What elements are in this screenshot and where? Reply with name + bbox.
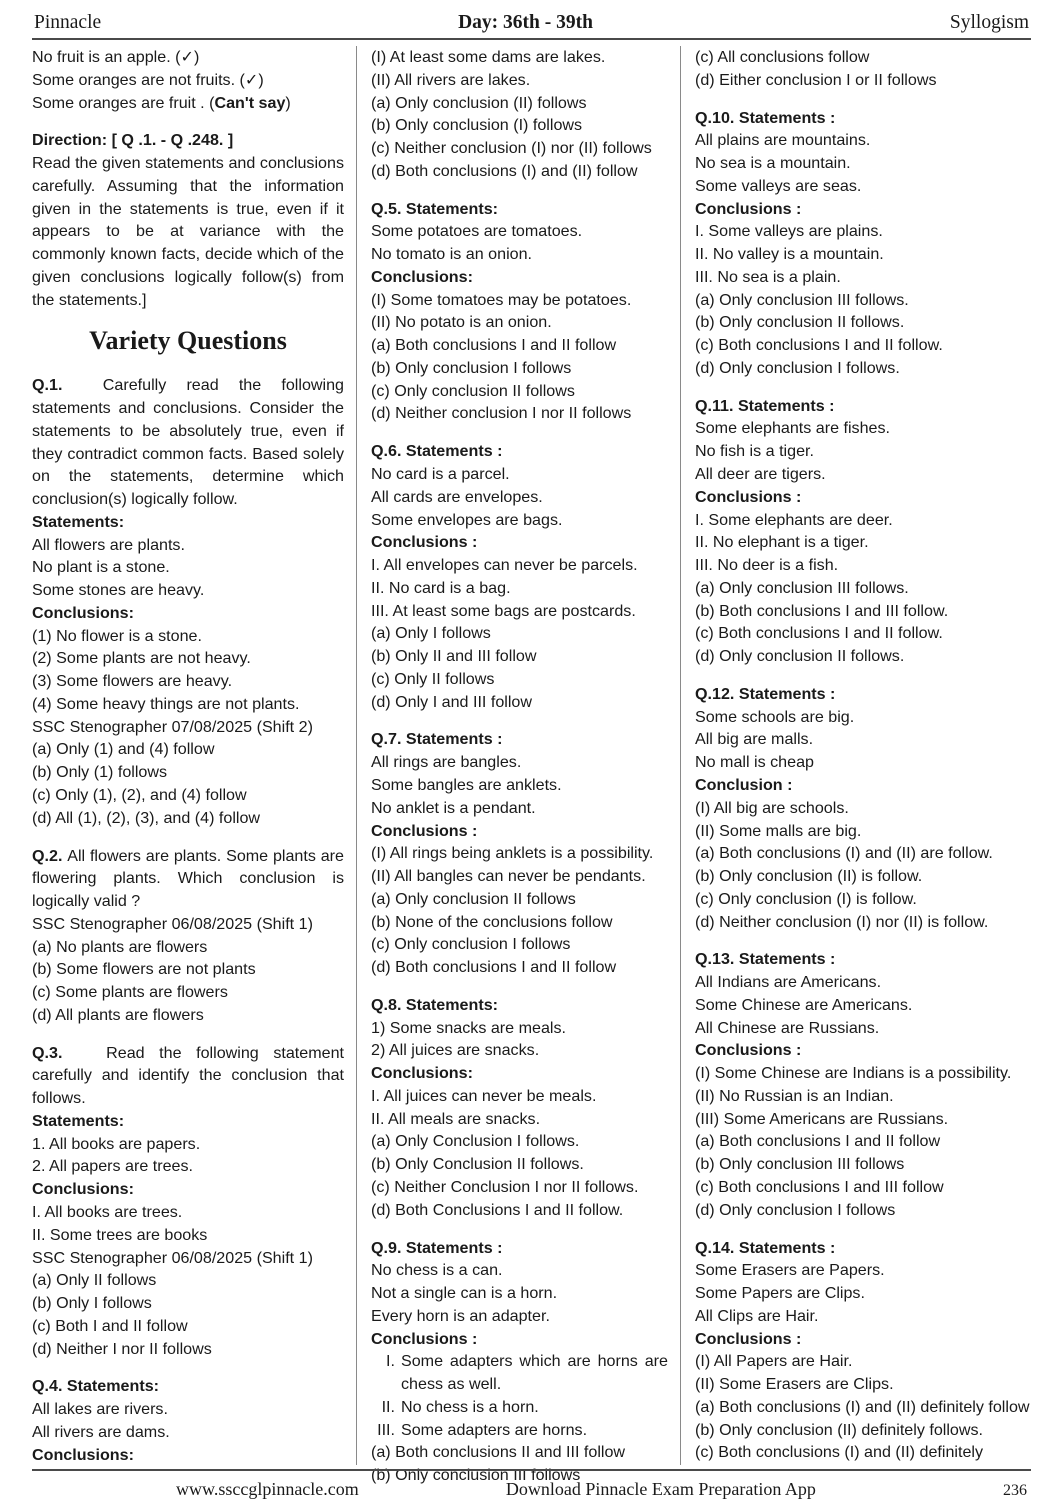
q10-conclusions-heading: Conclusions : <box>695 199 802 218</box>
q12-option-b[interactable]: (b) Only conclusion (II) is follow. <box>695 867 923 886</box>
q4-statement: All rivers are dams. <box>32 1422 170 1441</box>
carryover-tail: ) <box>285 93 291 112</box>
q3-source: SSC Stenographer 06/08/2025 (Shift 1) <box>32 1248 313 1267</box>
direction-label: Direction: [ Q .1. - Q .248. ] <box>32 131 234 150</box>
q6-option-a[interactable]: (a) Only I follows <box>371 624 491 643</box>
q14-conclusion: (II) Some Erasers are Clips. <box>695 1375 894 1394</box>
q6-option-d[interactable]: (d) Only I and III follow <box>371 692 533 711</box>
q7-option-d[interactable]: (d) Both conclusions I and II follow <box>371 958 617 977</box>
q1-option-d[interactable]: (d) All (1), (2), (3), and (4) follow <box>32 808 261 827</box>
q4-option-c[interactable]: (c) Neither conclusion (I) nor (II) follows <box>371 139 652 158</box>
q1-conclusion: (2) Some plants are not heavy. <box>32 649 251 668</box>
q7-statement: All rings are bangles. <box>371 753 522 772</box>
q14-statement: Some Erasers are Papers. <box>695 1261 885 1280</box>
q11-option-c[interactable]: (c) Both conclusions I and II follow. <box>695 624 943 643</box>
q3-option-d[interactable]: (d) Neither I nor II follows <box>32 1339 212 1358</box>
q1-statement: Some stones are heavy. <box>32 581 205 600</box>
header-day-range: Day: 36th - 39th <box>458 12 593 33</box>
q9-statement: No chess is a can. <box>371 1261 503 1280</box>
q14-statement: All Clips are Hair. <box>695 1306 819 1325</box>
q11-heading: Q.11. Statements : <box>695 396 835 415</box>
q9-conclusion-text: No chess is a horn. <box>401 1397 539 1416</box>
q9-statement: Not a single can is a horn. <box>371 1284 558 1303</box>
q6-conclusion: I. All envelopes can never be parcels. <box>371 556 638 575</box>
q8-option-a[interactable]: (a) Only Conclusion I follows. <box>371 1132 580 1151</box>
q7-option-a[interactable]: (a) Only conclusion II follows <box>371 889 576 908</box>
spacer <box>695 933 1031 948</box>
spacer <box>371 979 668 994</box>
q11-option-d[interactable]: (d) Only conclusion II follows. <box>695 647 905 666</box>
q4-heading: Q.4. Statements: <box>32 1377 159 1396</box>
section-title: Variety Questions <box>89 326 287 356</box>
q11-statement: All deer are tigers. <box>695 465 826 484</box>
q4-option-d[interactable]: (d) Both conclusions (I) and (II) follow <box>371 161 638 180</box>
q6-statement: All cards are envelopes. <box>371 487 543 506</box>
q8-conclusion: II. All meals are snacks. <box>371 1109 541 1128</box>
spacer <box>32 114 344 129</box>
q7-option-c[interactable]: (c) Only conclusion I follows <box>371 935 571 954</box>
q7-heading: Q.7. Statements : <box>371 730 503 749</box>
q6-option-b[interactable]: (b) Only II and III follow <box>371 647 537 666</box>
q3-option-c[interactable]: (c) Both I and II follow <box>32 1316 188 1335</box>
q7-conclusion: (I) All rings being anklets is a possibility. <box>371 844 654 863</box>
q2-option-d[interactable]: (d) All plants are flowers <box>32 1005 204 1024</box>
spacer <box>32 1360 344 1375</box>
q2-prompt <box>32 845 344 913</box>
direction-body: Read the given statements and conclusions carefully. Assuming that the information given in the statements is true, even if it appears to be at variance with the commonly known facts, decide which of the given conclusions logically follow(s) from the statements.] <box>32 154 344 309</box>
q8-option-b[interactable]: (b) Only Conclusion II follows. <box>371 1155 584 1174</box>
q8-statement: 1) Some snacks are meals. <box>371 1018 566 1037</box>
q9-conclusion-text: Some adapters which are horns are chess as well. <box>401 1352 668 1394</box>
q2-source: SSC Stenographer 06/08/2025 (Shift 1) <box>32 914 313 933</box>
q14-option-c[interactable]: (c) Both conclusions (I) and (II) definitely <box>695 1443 984 1462</box>
footer-app-promo: Download Pinnacle Exam Preparation App <box>505 1479 816 1499</box>
q7-statement: No anklet is a pendant. <box>371 798 536 817</box>
q10-statement: No sea is a mountain. <box>695 154 851 173</box>
q8-conclusions-heading: Conclusions: <box>371 1064 473 1083</box>
q12-option-c[interactable]: (c) Only conclusion (I) is follow. <box>695 889 917 908</box>
footer-website[interactable]: www.ssccglpinnacle.com <box>176 1479 359 1499</box>
q13-option-d[interactable]: (d) Only conclusion I follows <box>695 1200 896 1219</box>
q4-statement: All lakes are rivers. <box>32 1400 168 1419</box>
q1-label: Q.1. <box>32 376 63 395</box>
q3-label: Q.3. <box>32 1043 63 1062</box>
carryover-text: Some oranges are fruit . ( <box>32 93 215 112</box>
q1-statements-heading: Statements: <box>32 512 125 531</box>
spacer <box>32 1027 344 1042</box>
q5-conclusions-heading: Conclusions: <box>371 267 473 286</box>
q11-statement: No fish is a tiger. <box>695 442 814 461</box>
q3-statement: 2. All papers are trees. <box>32 1157 194 1176</box>
q9-conclusion-number: I. <box>386 1352 395 1371</box>
q9-conclusions-heading: Conclusions : <box>371 1329 478 1348</box>
q11-option-b[interactable]: (b) Both conclusions I and III follow. <box>695 601 949 620</box>
q13-conclusion: (I) Some Chinese are Indians is a possibility. <box>695 1064 1012 1083</box>
q12-statement: No mall is cheap <box>695 753 814 772</box>
q5-heading: Q.5. Statements: <box>371 199 498 218</box>
q2-option-a[interactable]: (a) No plants are flowers <box>32 937 208 956</box>
spacer <box>695 92 1031 107</box>
spacer <box>371 425 668 440</box>
q10-option-b[interactable]: (b) Only conclusion II follows. <box>695 313 905 332</box>
q3-conclusions-heading: Conclusions: <box>32 1180 134 1199</box>
q12-statement: All big are malls. <box>695 730 814 749</box>
q9-conclusion-number: II. <box>381 1397 395 1416</box>
q11-conclusion: III. No deer is a fish. <box>695 556 839 575</box>
q9-option-d[interactable]: (d) Either conclusion I or II follows <box>695 70 937 89</box>
q9-option-b[interactable]: (b) Only conclusion III follows <box>371 1466 581 1485</box>
q4-conclusions-heading: Conclusions: <box>32 1445 134 1464</box>
q5-option-a[interactable]: (a) Both conclusions I and II follow <box>371 336 617 355</box>
q6-option-c[interactable]: (c) Only II follows <box>371 669 495 688</box>
q2-label: Q.2. <box>32 846 63 865</box>
q1-source: SSC Stenographer 07/08/2025 (Shift 2) <box>32 717 313 736</box>
q13-conclusion: (III) Some Americans are Russians. <box>695 1109 949 1128</box>
header-topic: Syllogism <box>949 12 1029 33</box>
q10-statement: Some valleys are seas. <box>695 176 862 195</box>
spacer <box>371 713 668 728</box>
q1-conclusion: (1) No flower is a stone. <box>32 626 202 645</box>
q6-heading: Q.6. Statements : <box>371 442 503 461</box>
q5-option-b[interactable]: (b) Only conclusion I follows <box>371 358 572 377</box>
column-2 <box>356 46 680 1485</box>
q1-conclusion: (3) Some flowers are heavy. <box>32 672 233 691</box>
q12-heading: Q.12. Statements : <box>695 684 836 703</box>
q7-conclusions-heading: Conclusions : <box>371 821 478 840</box>
q13-conclusion: (II) No Russian is an Indian. <box>695 1086 894 1105</box>
spacer <box>371 1222 668 1237</box>
q4-option-a[interactable]: (a) Only conclusion (II) follows <box>371 93 587 112</box>
q8-option-c[interactable]: (c) Neither Conclusion I nor II follows. <box>371 1177 639 1196</box>
carryover-line: No fruit is an apple. (✓) <box>32 48 200 66</box>
spacer <box>371 183 668 198</box>
q2-option-b[interactable]: (b) Some flowers are not plants <box>32 960 256 979</box>
q10-statement: All plains are mountains. <box>695 131 871 150</box>
page-number: 236 <box>1003 1482 1027 1499</box>
q5-option-d[interactable]: (d) Neither conclusion I nor II follows <box>371 404 632 423</box>
q7-conclusion: (II) All bangles can never be pendants. <box>371 867 646 886</box>
q3-prompt <box>32 1042 344 1110</box>
spacer <box>695 380 1031 395</box>
q8-statement: 2) All juices are snacks. <box>371 1041 540 1060</box>
q7-option-b[interactable]: (b) None of the conclusions follow <box>371 912 613 931</box>
q1-statement: All flowers are plants. <box>32 535 185 554</box>
q2-prompt-text: All flowers are plants. Some plants are flowering plants. Which conclusion is logically valid ? <box>32 846 344 911</box>
q4-conclusion: (II) All rivers are lakes. <box>371 70 531 89</box>
spacer <box>32 830 344 845</box>
q10-conclusion: II. No valley is a mountain. <box>695 245 884 264</box>
q12-conclusions-heading: Conclusion : <box>695 775 793 794</box>
q9-conclusion <box>371 1396 668 1419</box>
header-brand: Pinnacle <box>34 12 102 33</box>
q12-conclusion: (I) All big are schools. <box>695 798 849 817</box>
q9-conclusion <box>371 1350 668 1396</box>
q12-option-a[interactable]: (a) Both conclusions (I) and (II) are follow. <box>695 844 993 863</box>
q11-statement: Some elephants are fishes. <box>695 419 891 438</box>
q1-option-c[interactable]: (c) Only (1), (2), and (4) follow <box>32 785 247 804</box>
q5-statement: No tomato is an onion. <box>371 245 533 264</box>
q5-statement: Some potatoes are tomatoes. <box>371 222 583 241</box>
q3-prompt-text: Read the following statement carefully and identify the conclusion that follows. <box>32 1043 344 1108</box>
q13-statement: All Indians are Americans. <box>695 973 882 992</box>
q14-option-b[interactable]: (b) Only conclusion (II) definitely follows. <box>695 1420 984 1439</box>
q5-conclusion: (I) Some tomatoes may be potatoes. <box>371 290 632 309</box>
spacer <box>695 1222 1031 1237</box>
q3-statement: 1. All books are papers. <box>32 1134 201 1153</box>
q11-conclusion: II. No elephant is a tiger. <box>695 533 869 552</box>
page-header <box>32 12 1031 38</box>
q1-option-b[interactable]: (b) Only (1) follows <box>32 763 168 782</box>
q10-conclusion: I. Some valleys are plains. <box>695 222 883 241</box>
q9-option-c[interactable]: (c) All conclusions follow <box>695 48 870 66</box>
q9-conclusion <box>371 1419 668 1442</box>
q14-conclusion: (I) All Papers are Hair. <box>695 1352 853 1371</box>
q14-statement: Some Papers are Clips. <box>695 1284 865 1303</box>
q3-conclusion: II. Some trees are books <box>32 1225 208 1244</box>
q10-option-a[interactable]: (a) Only conclusion III follows. <box>695 290 909 309</box>
carryover-line: Some oranges are not fruits. (✓) <box>32 70 264 89</box>
q1-conclusions-heading: Conclusions: <box>32 603 134 622</box>
q10-option-d[interactable]: (d) Only conclusion I follows. <box>695 358 900 377</box>
q14-option-a[interactable]: (a) Both conclusions (I) and (II) definitely follow <box>695 1397 1030 1416</box>
q6-conclusion: II. No card is a bag. <box>371 578 511 597</box>
q10-conclusion: III. No sea is a plain. <box>695 267 841 286</box>
q1-option-a[interactable]: (a) Only (1) and (4) follow <box>32 740 215 759</box>
q6-statement: Some envelopes are bags. <box>371 510 563 529</box>
carryover-line <box>32 92 344 115</box>
q6-conclusion: III. At least some bags are postcards. <box>371 601 636 620</box>
q5-option-c[interactable]: (c) Only conclusion II follows <box>371 381 575 400</box>
q12-option-d[interactable]: (d) Neither conclusion (I) nor (II) is follow. <box>695 912 989 931</box>
header-divider <box>32 38 1031 40</box>
content-columns <box>32 46 1031 1485</box>
q6-statement: No card is a parcel. <box>371 465 510 484</box>
q3-conclusion: I. All books are trees. <box>32 1203 183 1221</box>
q13-option-c[interactable]: (c) Both conclusions I and III follow <box>695 1177 944 1196</box>
column-3 <box>680 46 1031 1465</box>
carryover-answer: Can't say <box>214 93 286 112</box>
q13-option-b[interactable]: (b) Only conclusion III follows <box>695 1155 905 1174</box>
q12-conclusion: (II) Some malls are big. <box>695 821 862 840</box>
q14-conclusions-heading: Conclusions : <box>695 1329 802 1348</box>
page-footer <box>32 1471 1031 1500</box>
q13-option-a[interactable]: (a) Both conclusions I and II follow <box>695 1132 941 1151</box>
q11-option-a[interactable]: (a) Only conclusion III follows. <box>695 578 909 597</box>
q7-statement: Some bangles are anklets. <box>371 775 562 794</box>
q9-conclusion-number: III. <box>377 1420 395 1439</box>
q3-statements-heading: Statements: <box>32 1111 125 1130</box>
q11-conclusion: I. Some elephants are deer. <box>695 510 893 529</box>
column-1 <box>32 46 356 1465</box>
q12-statement: Some schools are big. <box>695 707 855 726</box>
q10-heading: Q.10. Statements : <box>695 108 836 127</box>
q1-statement: No plant is a stone. <box>32 558 170 577</box>
q10-option-c[interactable]: (c) Both conclusions I and II follow. <box>695 336 943 355</box>
q8-option-d[interactable]: (d) Both Conclusions I and II follow. <box>371 1200 624 1219</box>
q13-statement: Some Chinese are Americans. <box>695 995 913 1014</box>
q4-conclusion: (I) At least some dams are lakes. <box>371 48 606 66</box>
q1-prompt <box>32 374 344 511</box>
q3-option-b[interactable]: (b) Only I follows <box>32 1294 152 1313</box>
q8-heading: Q.8. Statements: <box>371 995 498 1014</box>
q14-heading: Q.14. Statements : <box>695 1238 836 1257</box>
q9-statement: Every horn is an adapter. <box>371 1306 550 1325</box>
q1-conclusion: (4) Some heavy things are not plants. <box>32 694 300 713</box>
q5-conclusion: (II) No potato is an onion. <box>371 313 552 332</box>
q13-statement: All Chinese are Russians. <box>695 1018 880 1037</box>
q11-conclusions-heading: Conclusions : <box>695 487 802 506</box>
q2-option-c[interactable]: (c) Some plants are flowers <box>32 983 228 1002</box>
q13-heading: Q.13. Statements : <box>695 950 836 969</box>
q3-option-a[interactable]: (a) Only II follows <box>32 1271 157 1290</box>
q6-conclusions-heading: Conclusions : <box>371 533 478 552</box>
q1-prompt-text: Carefully read the following statements and conclusions. Consider the statements to be absolutely true, even if they contradict common facts. Based solely on the statements, determine which conclusion(s) logically follow. <box>32 376 344 509</box>
q8-conclusion: I. All juices can never be meals. <box>371 1086 597 1105</box>
q9-option-a[interactable]: (a) Both conclusions II and III follow <box>371 1443 626 1462</box>
q9-heading: Q.9. Statements : <box>371 1238 503 1257</box>
spacer <box>695 668 1031 683</box>
q13-conclusions-heading: Conclusions : <box>695 1041 802 1060</box>
q9-conclusion-text: Some adapters are horns. <box>401 1420 588 1439</box>
q4-option-b[interactable]: (b) Only conclusion (I) follows <box>371 116 583 135</box>
